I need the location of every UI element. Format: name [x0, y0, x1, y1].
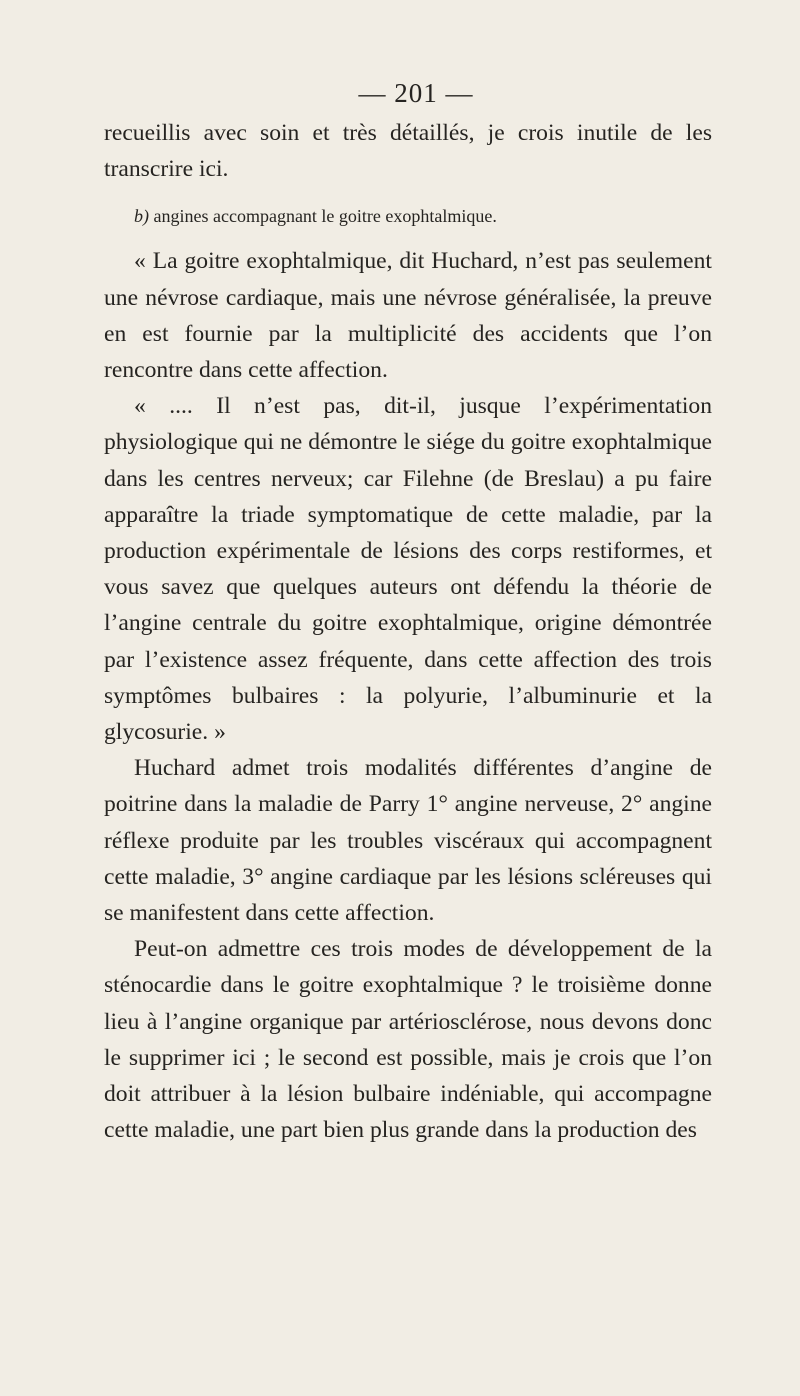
page-number: — 201 — — [358, 78, 474, 108]
subheading-label: b) — [134, 206, 149, 227]
paragraph-quote-2: « .... Il n’est pas, dit-il, jusque l’expérimentation physiologique qui ne démontre le siége du goitre exophtalmique dans les centres nerveux; car Filehne (de Breslau) a pu faire apparaître la triade symptomatique de cette maladie, par la production expérimentale de lésions des corps restiformes, et vous savez que quelques auteurs ont défendu la théorie de l’angine centrale du goitre exophtalmique, origine démontrée par l’existence assez fréquente, dans cette affection des trois symptômes bulbaires : la polyurie, l’albuminurie et la glycosurie. » — [104, 393, 712, 746]
paragraph-continuation: recueillis avec soin et très détaillés, je crois inutile de les transcrire ici. — [104, 120, 712, 183]
subheading-text: angines accompagnant le goitre exophtalmique. — [149, 206, 497, 227]
section-subheading — [104, 201, 712, 231]
paragraph-quote-1: « La goitre exophtalmique, dit Huchard, n’est pas seulement une névrose cardiaque, mais une névrose généralisée, la preuve en est fournie par la multiplicité des accidents que l’on rencontre dans cette affection. — [104, 248, 712, 384]
paragraph-discussion: Peut-on admettre ces trois modes de développement de la sténocardie dans le goitre exophtalmique ? le troisième donne lieu à l’angine organique par artériosclérose, nous devons donc le supprimer ici ; le second est possible, mais je crois que l’on doit attribuer à la lésion bulbaire indéniable, qui accompagne cette maladie, une part bien plus grande dans la production des — [104, 936, 712, 1144]
paragraph-huchard-modalities: Huchard admet trois modalités différentes d’angine de poitrine dans la maladie de Parry 1° angine nerveuse, 2° angine réflexe produite par les troubles viscéraux qui accompagnent cette maladie, 3° angine cardiaque par les lésions scléreuses qui se manifestent dans cette affection. — [104, 755, 712, 927]
